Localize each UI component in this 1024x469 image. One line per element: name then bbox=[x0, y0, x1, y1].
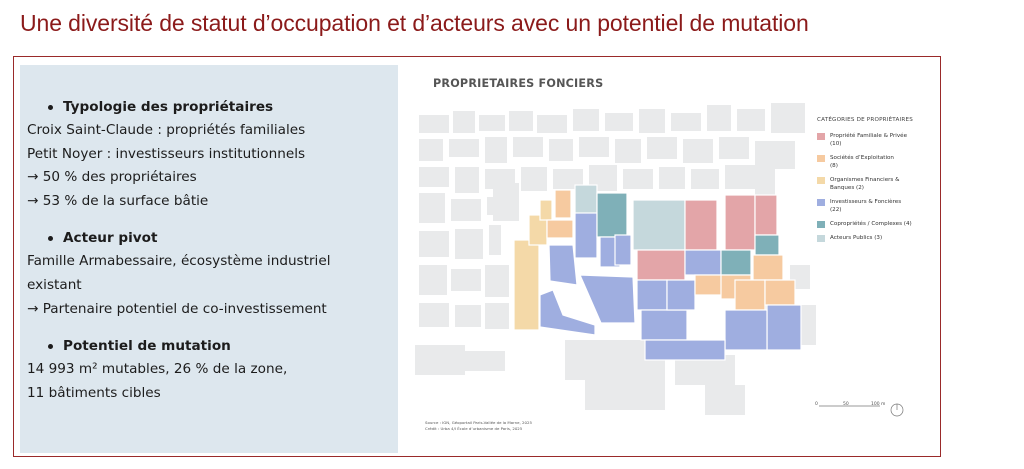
scale-label: 100 m bbox=[871, 402, 886, 407]
text-line: existant bbox=[27, 276, 82, 293]
legend-swatch bbox=[817, 177, 825, 184]
section-typology bbox=[27, 99, 398, 213]
text-line: 11 bâtiments cibles bbox=[27, 384, 161, 401]
legend-swatch bbox=[817, 235, 825, 242]
text-line: → 53 % de la surface bâtie bbox=[27, 192, 209, 209]
land-ownership-map bbox=[405, 65, 937, 453]
text-line: Famille Armabessaire, écosystème industriel bbox=[27, 253, 331, 270]
text-line: → 50 % des propriétaires bbox=[27, 169, 197, 186]
section-heading: Typologie des propriétaires bbox=[63, 99, 274, 115]
map-title: PROPRIETAIRES FONCIERS bbox=[433, 77, 604, 90]
legend-label: Investisseurs & Foncières (22) bbox=[830, 199, 902, 213]
text-line: 14 993 m² mutables, 26 % de la zone, bbox=[27, 361, 288, 378]
legend-item bbox=[817, 234, 935, 242]
text-line: → Partenaire potentiel de co-investissement bbox=[27, 300, 327, 317]
legend-swatch bbox=[817, 133, 825, 140]
bullet-icon bbox=[48, 105, 53, 110]
text-line: Croix Saint-Claude : propriétés familiales bbox=[27, 122, 306, 138]
legend-label: Acteurs Publics (3) bbox=[830, 235, 883, 241]
slide-title: Une diversité de statut d’occupation et d’acteurs avec un potentiel de mutation bbox=[20, 10, 809, 36]
legend-label: Copropriétés / Complexes (4) bbox=[830, 221, 912, 227]
section-heading: Potentiel de mutation bbox=[63, 338, 231, 355]
legend-swatch bbox=[817, 221, 825, 228]
scale-label: 0 bbox=[815, 402, 818, 407]
text-line: Petit Noyer : investisseurs institutionnels bbox=[27, 145, 306, 162]
section-actor bbox=[27, 230, 398, 321]
legend-swatch bbox=[817, 199, 825, 206]
legend-item bbox=[817, 176, 935, 192]
section-mutation bbox=[27, 338, 398, 405]
legend-item bbox=[817, 154, 935, 170]
section-heading: Acteur pivot bbox=[63, 230, 158, 247]
bullet-icon bbox=[48, 344, 53, 349]
map-legend bbox=[817, 117, 935, 248]
scale-label: 50 bbox=[843, 402, 849, 407]
legend-item bbox=[817, 132, 935, 148]
legend-label: Propriété Familiale & Privée (10) bbox=[830, 133, 908, 147]
legend-item bbox=[817, 220, 935, 228]
legend-label: Sociétés d’Exploitation (8) bbox=[830, 155, 894, 169]
legend-swatch bbox=[817, 155, 825, 162]
legend-title: CATÉGORIES DE PROPRIÉTAIRES bbox=[817, 117, 913, 123]
source-line: Source : IGN, Géoportail Paris-Vallée de la Marne, 2025 bbox=[425, 420, 532, 425]
legend-item bbox=[817, 198, 935, 214]
info-panel bbox=[20, 65, 398, 453]
legend-label: Organismes Financiers & Banques (2) bbox=[830, 177, 900, 191]
credit-line: Crédit : Urba 4/I École d’urbanisme de Paris, 2025 bbox=[425, 426, 523, 431]
map-source bbox=[425, 420, 532, 432]
north-arrow-icon bbox=[891, 404, 903, 416]
bullet-icon bbox=[48, 236, 53, 241]
